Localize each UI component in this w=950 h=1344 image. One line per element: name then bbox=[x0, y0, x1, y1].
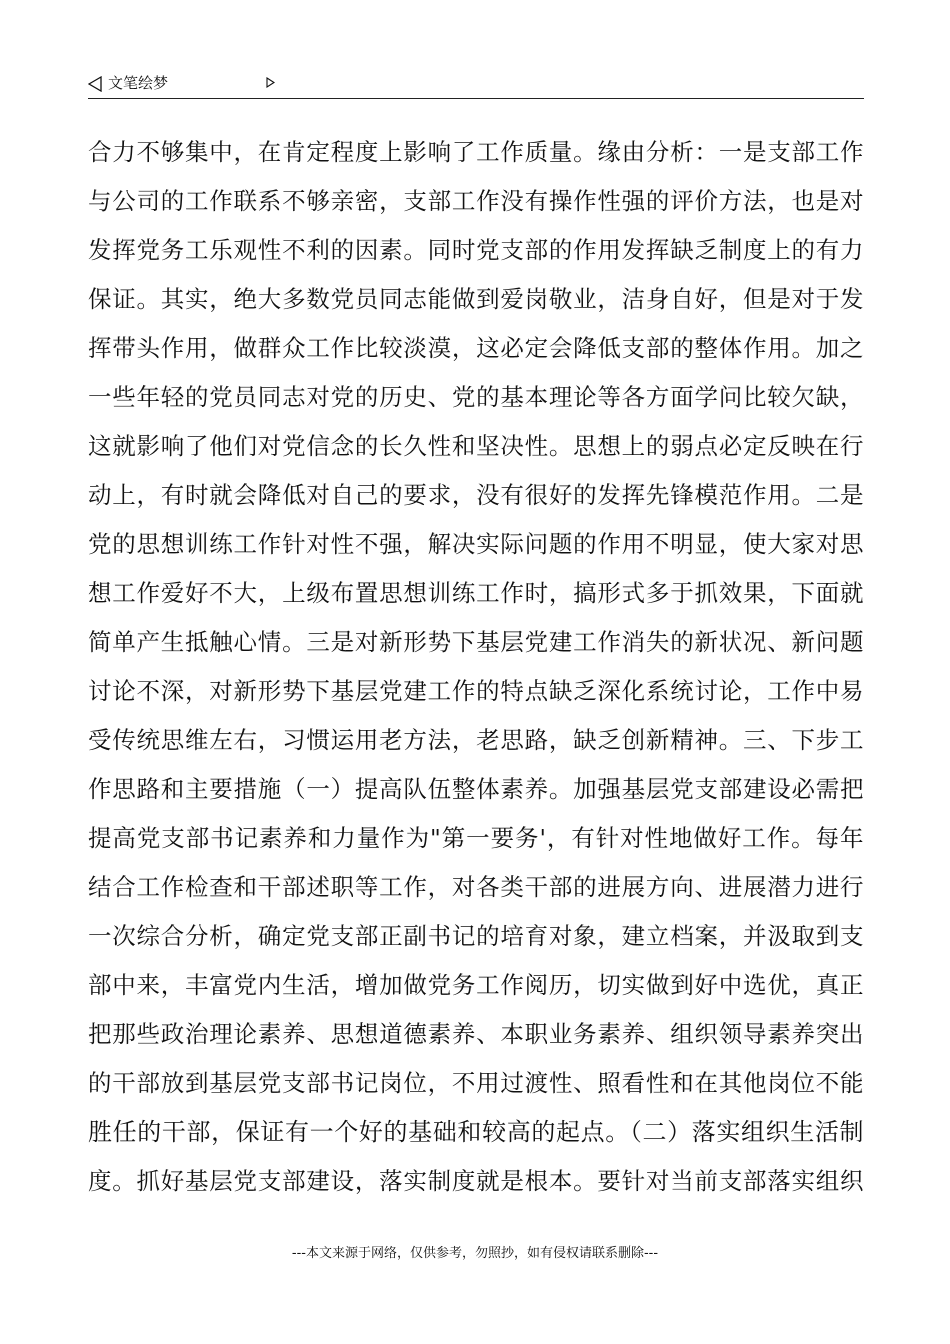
text-line: 发挥党务工乐观性不利的因素。同时党支部的作用发挥缺乏制度上的有力 bbox=[88, 236, 864, 264]
text-line: 作思路和主要措施（一）提高队伍整体素养。加强基层党支部建设必需把 bbox=[88, 775, 864, 803]
text-line: 部中来，丰富党内生活，增加做党务工作阅历，切实做到好中选优，真正 bbox=[88, 971, 864, 999]
text-line: 结合工作检查和干部述职等工作，对各类干部的进展方向、进展潜力进行 bbox=[88, 873, 864, 901]
brand-name: 文笔绘梦 bbox=[108, 74, 169, 92]
text-line: 一些年轻的党员同志对党的历史、党的基本理论等各方面学问比较欠缺， bbox=[88, 383, 864, 411]
text-line: 与公司的工作联系不够亲密，支部工作没有操作性强的评价方法，也是对 bbox=[88, 187, 864, 215]
text-line: 挥带头作用，做群众工作比较淡漠，这必定会降低支部的整体作用。加之 bbox=[88, 334, 864, 362]
text-line: 胜任的干部，保证有一个好的基础和较高的起点。（二）落实组织生活制 bbox=[88, 1118, 864, 1146]
page-header bbox=[88, 70, 864, 99]
text-line: 简单产生抵触心情。三是对新形势下基层党建工作消失的新状况、新问题 bbox=[88, 628, 864, 656]
text-line: 把那些政治理论素养、思想道德素养、本职业务素养、组织领导素养突出 bbox=[88, 1020, 864, 1048]
text-line: 一次综合分析，确定党支部正副书记的培育对象，建立档案，并汲取到支 bbox=[88, 922, 864, 950]
text-line: 合力不够集中，在肯定程度上影响了工作质量。缘由分析：一是支部工作 bbox=[88, 138, 864, 166]
text-line: 度。抓好基层党支部建设，落实制度就是根本。要针对当前支部落实组织 bbox=[88, 1167, 864, 1195]
text-line: 想工作爱好不大，上级布置思想训练工作时，搞形式多于抓效果，下面就 bbox=[88, 579, 864, 607]
text-line: 保证。其实，绝大多数党员同志能做到爱岗敬业，洁身自好，但是对于发 bbox=[88, 285, 864, 313]
document-body bbox=[88, 128, 864, 1206]
text-line: 提高党支部书记素养和力量作为"第一要务'，有针对性地做好工作。每年 bbox=[88, 824, 864, 852]
text-line: 受传统思维左右，习惯运用老方法，老思路，缺乏创新精神。三、下步工 bbox=[88, 726, 864, 754]
text-line: 党的思想训练工作针对性不强，解决实际问题的作用不明显，使大家对思 bbox=[88, 530, 864, 558]
text-line: 这就影响了他们对党信念的长久性和坚决性。思想上的弱点必定反映在行 bbox=[88, 432, 864, 460]
triangle-right-outline-icon bbox=[266, 77, 275, 88]
text-line: 讨论不深，对新形势下基层党建工作的特点缺乏深化系统讨论，工作中易 bbox=[88, 677, 864, 705]
text-line: 的干部放到基层党支部书记岗位，不用过渡性、照看性和在其他岗位不能 bbox=[88, 1069, 864, 1097]
triangle-left-outline-icon bbox=[88, 76, 102, 92]
footer-notice: ---本文来源于网络，仅供参考，勿照抄，如有侵权请联系删除--- bbox=[291, 1246, 659, 1261]
text-line: 动上，有时就会降低对自己的要求，没有很好的发挥先锋模范作用。二是 bbox=[88, 481, 864, 509]
